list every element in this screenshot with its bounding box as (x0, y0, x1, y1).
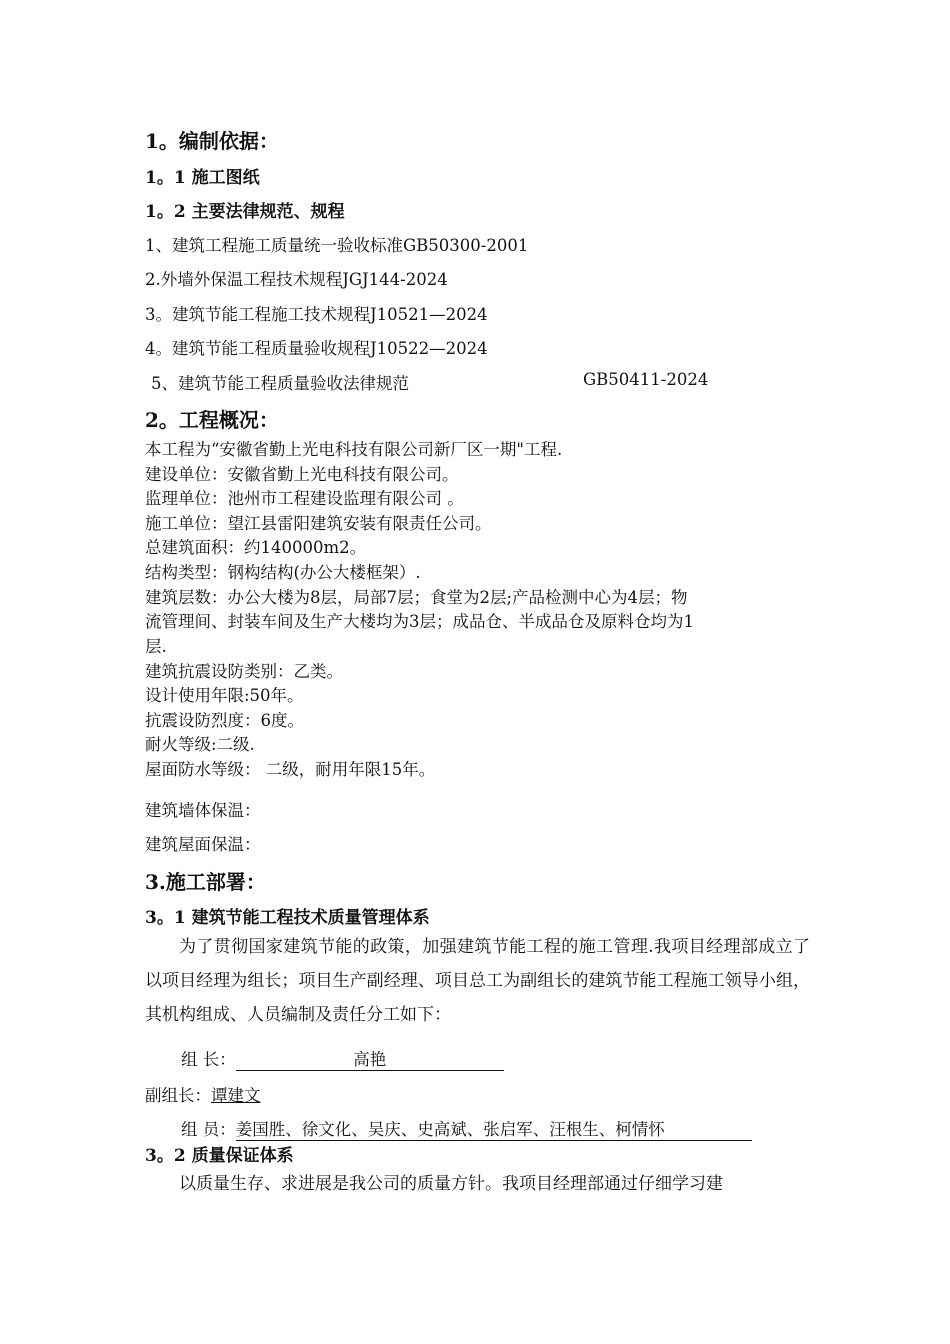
section-3-2-heading: 3。2 质量保证体系 (145, 1146, 294, 1166)
wall-insulation-label: 建筑墙体保温： (145, 801, 261, 820)
standard-item: 3。建筑节能工程施工技术规程J10521—2024 (145, 305, 488, 324)
overview-line: 层. (145, 637, 167, 656)
overview-line: 结构类型：钢构结构(办公大楼框架）. (145, 563, 421, 582)
quality-paragraph: 以质量生存、求进展是我公司的质量方针。我项目经理部通过仔细学习建 (179, 1174, 723, 1194)
overview-line: 建设单位：安徽省勤上光电科技有限公司。 (145, 465, 459, 484)
members-names: 姜国胜、徐文化、吴庆、史高斌、张启军、汪根生、柯情怀 (236, 1116, 752, 1141)
section-1-1-heading: 1。1 施工图纸 (145, 168, 260, 188)
overview-line: 建筑抗震设防类别：乙类。 (145, 662, 343, 681)
members-row (181, 1116, 752, 1141)
overview-line: 抗震设防烈度：6度。 (145, 711, 304, 730)
overview-line: 建筑层数：办公大楼为8层，局部7层；食堂为2层;产品检测中心为4层；物 (145, 588, 688, 607)
deputy-label: 副组长： (145, 1086, 211, 1105)
standard-item-code: GB50411-2024 (583, 370, 709, 389)
overview-line: 屋面防水等级： 二级，耐用年限15年。 (145, 760, 436, 779)
members-label: 组 员： (181, 1120, 236, 1139)
leader-row (181, 1046, 504, 1071)
section-2-heading: 2。工程概况： (145, 408, 279, 432)
overview-line: 监理单位：池州市工程建设监理有限公司 。 (145, 489, 464, 508)
overview-line: 总建筑面积：约140000m2。 (145, 538, 367, 557)
overview-line: 流管理间、封装车间及生产大楼均为3层；成品仓、半成品仓及原料仓均为1 (145, 612, 694, 631)
section-3-heading: 3.施工部署： (145, 870, 266, 894)
management-paragraph: 为了贯彻国家建筑节能的政策，加强建筑节能工程的施工管理.我项目经理部成立了以项目经理为组长；项目生产副经理、项目总工为副组长的建筑节能工程施工领导小组，其机构组成、人员编制及责任分工如下： (145, 937, 810, 1025)
standard-item: 2.外墙外保温工程技术规程JGJ144-2024 (145, 270, 448, 289)
section-3-1-heading: 3。1 建筑节能工程技术质量管理体系 (145, 908, 430, 928)
section-1-2-heading: 1。2 主要法律规范、规程 (145, 202, 345, 222)
roof-insulation-label: 建筑屋面保温： (145, 835, 261, 854)
overview-line: 本工程为“安徽省勤上光电科技有限公司新厂区一期"工程. (145, 440, 563, 459)
overview-line: 施工单位：望江县雷阳建筑安装有限责任公司。 (145, 514, 492, 533)
overview-line: 耐火等级:二级. (145, 735, 255, 754)
deputy-row (145, 1082, 261, 1106)
section-1-heading: 1。编制依据： (145, 129, 279, 153)
standard-item: 4。建筑节能工程质量验收规程J10522—2024 (145, 339, 488, 358)
leader-name: 高艳 (236, 1046, 504, 1071)
leader-label: 组 长： (181, 1050, 236, 1069)
overview-line: 设计使用年限:50年。 (145, 686, 304, 705)
standard-item: 1、建筑工程施工质量统一验收标准GB50300-2001 (145, 236, 529, 255)
standard-item-name: 5、建筑节能工程质量验收法律规范 (151, 374, 409, 393)
deputy-name: 谭建文 (211, 1086, 261, 1105)
